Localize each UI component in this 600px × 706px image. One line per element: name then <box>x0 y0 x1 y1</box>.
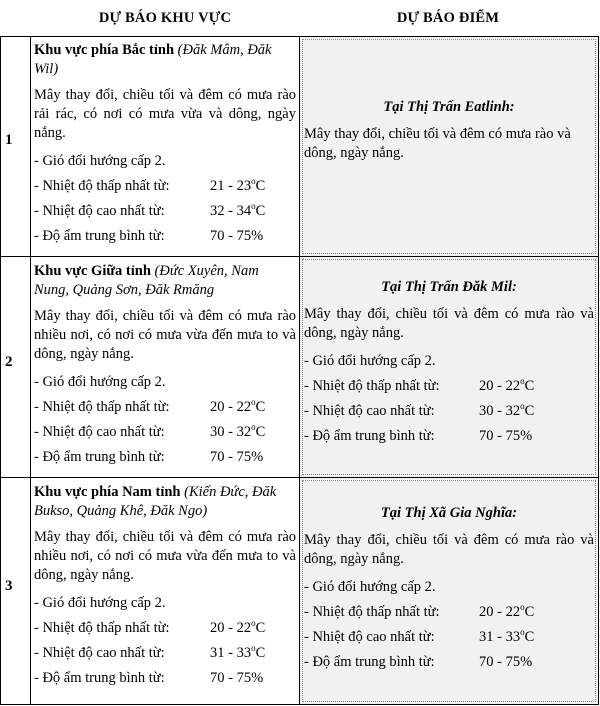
wind-line: - Gió đổi hướng cấp 2. <box>304 353 436 369</box>
table-border <box>299 36 300 705</box>
temp-min-line: - Nhiệt độ thấp nhất từ: 20 - 22$^o$C <box>34 618 266 636</box>
humidity-line: - Độ ẩm trung bình từ: 70 - 75% <box>34 449 264 465</box>
area-description: Mây thay đổi, chiều tối và đêm có mưa rào rải rác, có nơi có mưa vừa và dông, ngày nắng. <box>34 87 296 141</box>
table-border <box>30 36 31 705</box>
area-forecast-cell <box>34 483 296 691</box>
humidity-line: - Độ ẩm trung bình từ: 70 - 75% <box>304 654 533 670</box>
row-number: 1 <box>5 132 13 148</box>
row-number: 2 <box>5 354 13 370</box>
temp-min-line: - Nhiệt độ thấp nhất từ: 20 - 22$^o$C <box>34 397 266 415</box>
wind-line: - Gió đổi hướng cấp 2. <box>34 374 166 390</box>
header-point-forecast: DỰ BÁO ĐIỂM <box>396 9 500 26</box>
point-description: Mây thay đổi, chiều tối và đêm có mưa rào và dông, ngày nắng. <box>304 532 594 567</box>
area-forecast-cell <box>34 262 296 470</box>
point-forecast-cell <box>304 504 594 675</box>
temp-max-line: - Nhiệt độ cao nhất từ: 30 - 32$^o$C <box>34 422 266 440</box>
temp-max-line: - Nhiệt độ cao nhất từ: 31 - 33$^o$C <box>34 643 266 661</box>
wind-line: - Gió đổi hướng cấp 2. <box>304 579 436 595</box>
wind-line: - Gió đổi hướng cấp 2. <box>34 595 166 611</box>
area-subtitle: (Đức Xuyên, Nam Nung, Quảng Sơn, Đăk Rmăng <box>34 263 259 298</box>
wind-line: - Gió đổi hướng cấp 2. <box>34 153 166 169</box>
area-description: Mây thay đổi, chiều tối và đêm có mưa rào nhiều nơi, có nơi có mưa vừa đến mưa to và dông, ngày nắng. <box>34 529 296 583</box>
row-number: 3 <box>5 578 13 594</box>
point-forecast-cell <box>304 98 594 163</box>
temp-max-line: - Nhiệt độ cao nhất từ: 30 - 32$^o$C <box>304 401 535 419</box>
point-location: Tại Thị Trấn Eatlinh: <box>383 99 515 115</box>
temp-min-line: - Nhiệt độ thấp nhất từ: 21 - 23$^o$C <box>34 176 266 194</box>
area-title: Khu vực phía Bắc tỉnh <box>34 42 175 58</box>
point-forecast-cell <box>304 278 594 449</box>
point-description: Mây thay đổi, chiều tối và đêm có mưa rào và dông, ngày nắng. <box>304 126 571 161</box>
point-description: Mây thay đổi, chiều tối và đêm có mưa rào và dông, ngày nắng. <box>304 306 594 341</box>
area-title: Khu vực phía Nam tỉnh <box>34 484 181 500</box>
temp-max-line: - Nhiệt độ cao nhất từ: 32 - 34$^o$C <box>34 201 266 219</box>
area-subtitle: (Kiến Đức, Đăk Bukso, Quảng Khê, Đăk Ngo) <box>34 484 277 519</box>
area-forecast-cell <box>34 41 296 249</box>
humidity-line: - Độ ẩm trung bình từ: 70 - 75% <box>34 228 264 244</box>
area-subtitle: (Đăk Mâm, Đăk Wil) <box>34 42 272 77</box>
area-description: Mây thay đổi, chiều tối và đêm có mưa rào nhiều nơi, có nơi có mưa vừa đến mưa to và dông, ngày nắng. <box>34 308 296 362</box>
table-border <box>598 36 599 705</box>
temp-min-line: - Nhiệt độ thấp nhất từ: 20 - 22$^o$C <box>304 376 535 394</box>
point-location: Tại Thị Xã Gia Nghĩa: <box>380 505 518 521</box>
temp-min-line: - Nhiệt độ thấp nhất từ: 20 - 22$^o$C <box>304 602 535 620</box>
point-location: Tại Thị Trấn Đăk Mil: <box>381 279 517 295</box>
humidity-line: - Độ ẩm trung bình từ: 70 - 75% <box>34 670 264 686</box>
area-title: Khu vực Giữa tỉnh <box>34 263 151 279</box>
humidity-line: - Độ ẩm trung bình từ: 70 - 75% <box>304 428 533 444</box>
header-area-forecast: DỰ BÁO KHU VỰC <box>98 9 232 26</box>
temp-max-line: - Nhiệt độ cao nhất từ: 31 - 33$^o$C <box>304 627 535 645</box>
forecast-table <box>0 36 599 705</box>
